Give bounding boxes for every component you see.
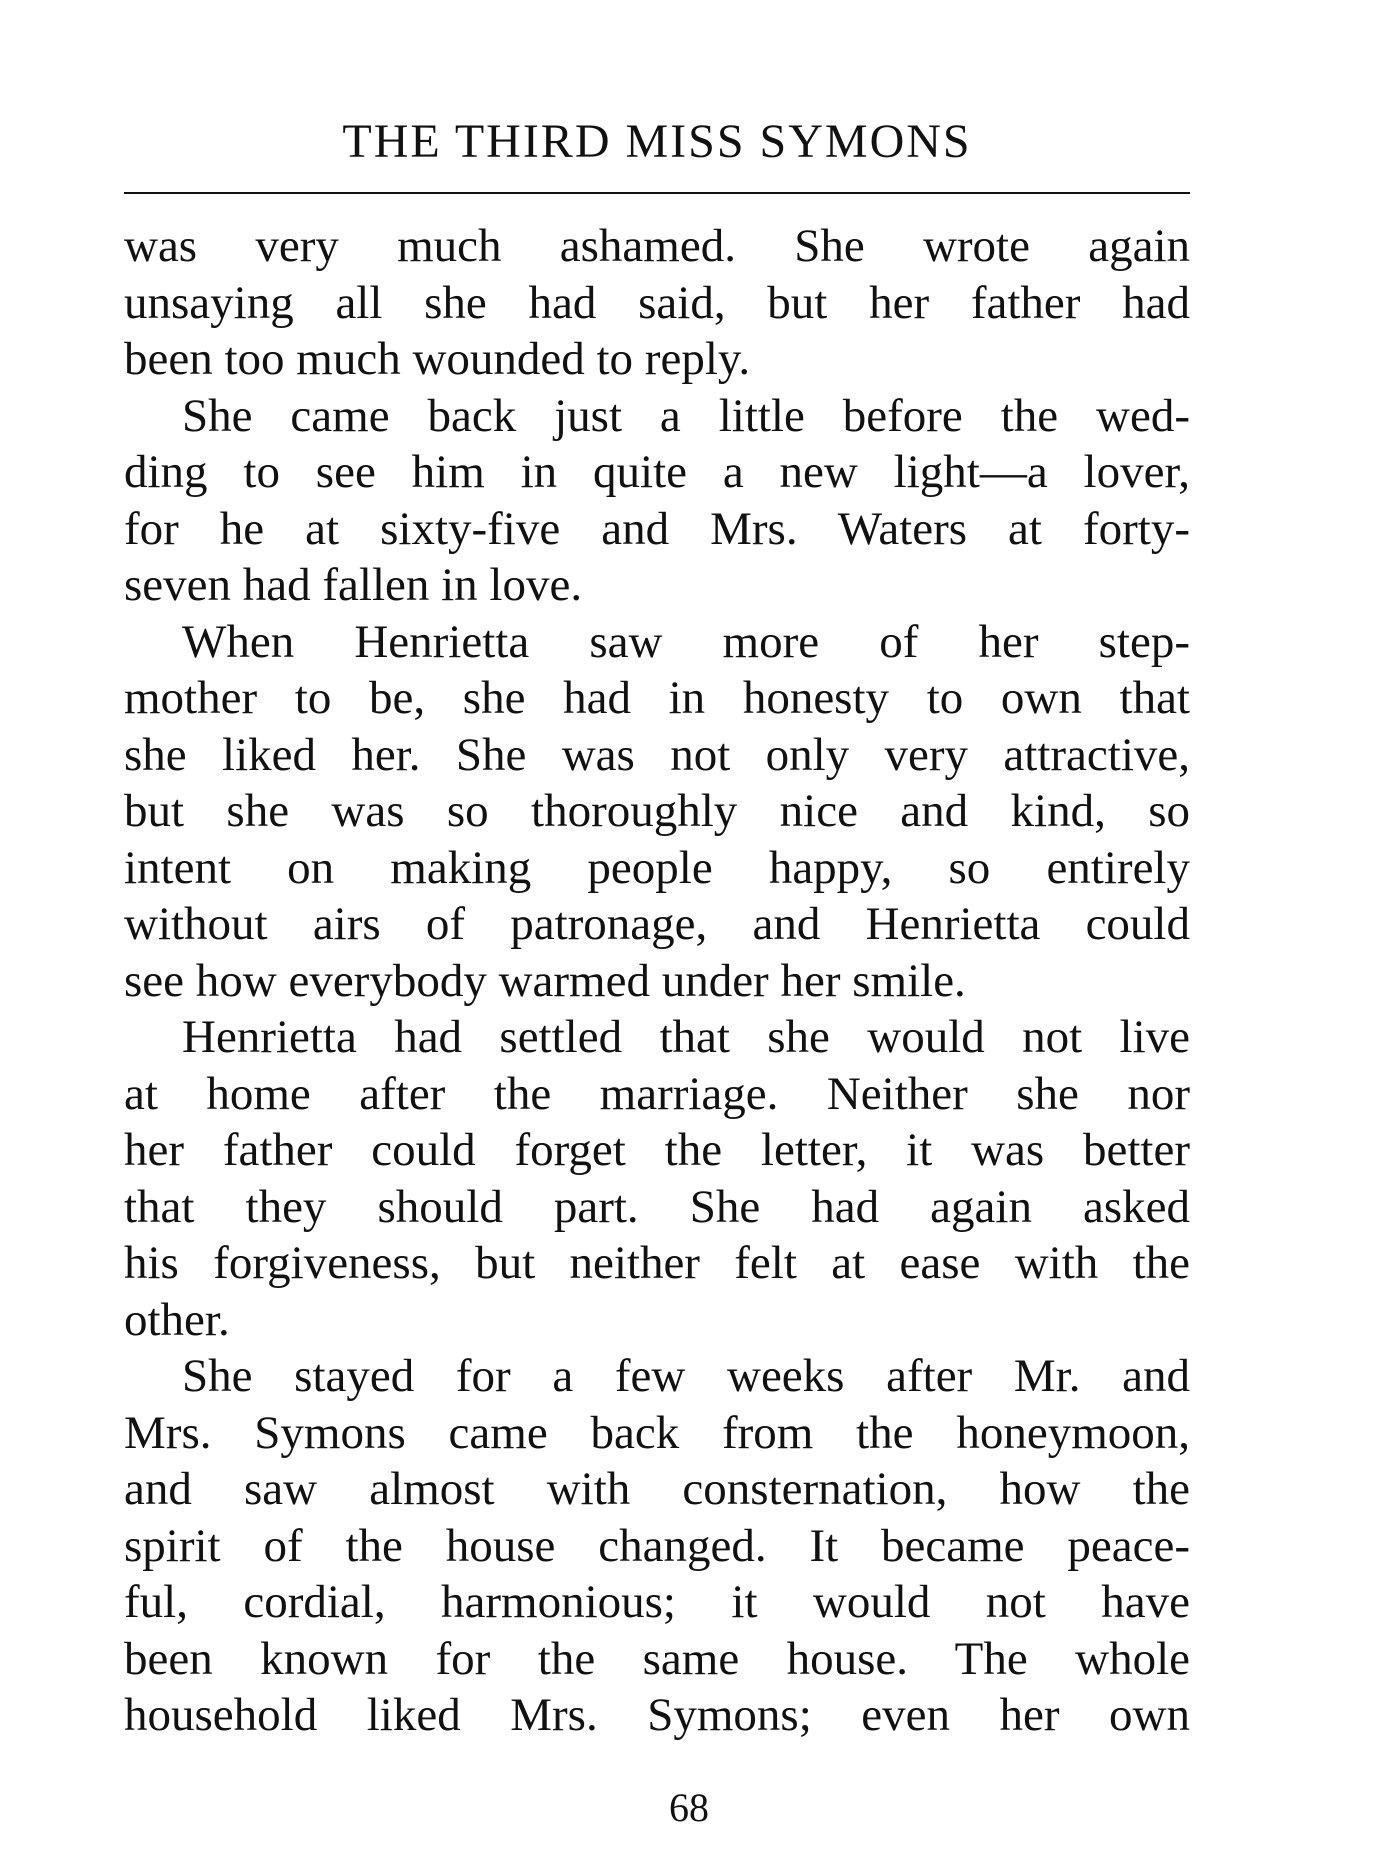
text-line: Henrietta had settled that she would not live	[182, 1011, 1190, 1063]
text-line: spirit of the house changed. It became peace-	[124, 1519, 1190, 1572]
text-line: see how everybody warmed under her smile.	[124, 954, 966, 1007]
text-line: her father could forget the letter, it was better	[124, 1124, 1190, 1176]
text-line: without airs of patronage, and Henrietta could	[124, 898, 1190, 950]
text-line: seven had fallen in love.	[124, 559, 583, 611]
text-line: at home after the marriage. Neither she nor	[124, 1067, 1190, 1120]
text-line: that they should part. She had again asked	[124, 1180, 1190, 1233]
text-line: unsaying all she had said, but her father had	[124, 276, 1190, 329]
text-line: but she was so thoroughly nice and kind, so	[124, 785, 1190, 837]
text-line: When Henrietta saw more of her step-	[182, 615, 1190, 668]
text-line: his forgiveness, but neither felt at ease with the	[124, 1237, 1190, 1289]
text-line: intent on making people happy, so entirely	[124, 841, 1190, 894]
text-line: been known for the same house. The whole	[124, 1632, 1190, 1685]
text-line: and saw almost with consternation, how the	[124, 1463, 1190, 1515]
text-line: She stayed for a few weeks after Mr. and	[182, 1350, 1190, 1402]
text-line: she liked her. She was not only very attractive,	[124, 728, 1190, 781]
page-number: 68	[669, 1785, 709, 1830]
text-line: household liked Mrs. Symons; even her own	[124, 1689, 1190, 1741]
text-line: She came back just a little before the wed-	[182, 389, 1190, 442]
text-line: been too much wounded to reply.	[124, 333, 751, 385]
text-line: for he at sixty-five and Mrs. Waters at forty-	[124, 502, 1190, 555]
text-line: ful, cordial, harmonious; it would not have	[124, 1576, 1190, 1628]
running-title: THE THIRD MISS SYMONS	[342, 115, 972, 168]
text-line: was very much ashamed. She wrote again	[124, 220, 1190, 272]
text-line: mother to be, she had in honesty to own that	[124, 672, 1190, 724]
text-line: ding to see him in quite a new light—a lover,	[124, 446, 1190, 498]
text-line: other.	[124, 1293, 230, 1346]
body-text	[124, 218, 1190, 1744]
header-rule	[124, 192, 1190, 194]
text-line: Mrs. Symons came back from the honeymoon,	[124, 1406, 1190, 1459]
